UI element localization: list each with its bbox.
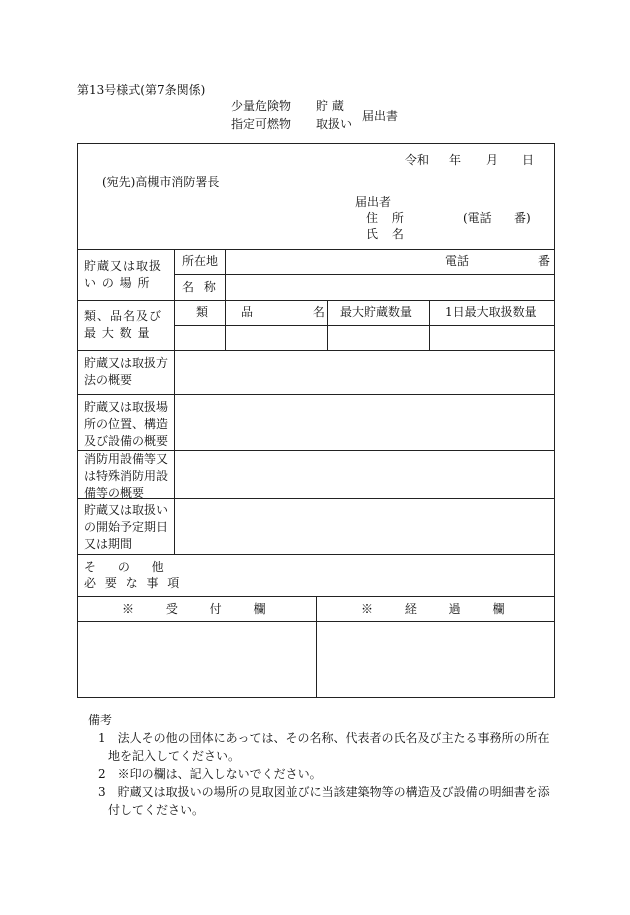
method-label: 貯蔵又は取扱方法の概要 bbox=[84, 356, 169, 387]
location-group-label: 貯蔵又は取扱い の 場 所 bbox=[84, 259, 163, 290]
column-max-storage: 最大貯蔵数量 bbox=[340, 305, 413, 319]
facility-label: 貯蔵又は取扱場所の位置、構造及び設備の概要 bbox=[84, 400, 169, 448]
location-name-label: 名 称 bbox=[182, 280, 216, 294]
title-storage: 貯 蔵 bbox=[316, 99, 344, 113]
title-handling: 取扱い bbox=[316, 117, 353, 131]
notes-heading: 備考 bbox=[88, 713, 113, 727]
date-day: 日 bbox=[522, 153, 535, 167]
divider bbox=[429, 300, 430, 350]
column-class: 類 bbox=[196, 305, 209, 319]
date-year: 年 bbox=[449, 153, 462, 167]
divider bbox=[225, 249, 226, 300]
note-1: 1 法人その他の団体にあっては、その名称、代表者の氏名及び主たる事務所の所在 bbox=[98, 731, 550, 745]
start-date-label: 貯蔵又は取扱いの開始予定期日又は期間 bbox=[84, 503, 169, 551]
divider bbox=[327, 300, 328, 350]
class-group-label: 類、品名及び 最 大 数 量 bbox=[84, 309, 163, 340]
notes-section bbox=[88, 711, 550, 819]
name-label: 氏 名 bbox=[366, 227, 404, 241]
addressee: (宛先)高槻市消防署長 bbox=[102, 175, 220, 189]
title-notice: 届出書 bbox=[362, 109, 399, 123]
note-3-continued: 付してください。 bbox=[108, 803, 205, 817]
divider bbox=[78, 554, 554, 555]
divider bbox=[78, 249, 554, 250]
date-month: 月 bbox=[486, 153, 499, 167]
note-2: 2 ※印の欄は、記入しないでください。 bbox=[98, 767, 322, 781]
title-designated-combustible: 指定可燃物 bbox=[231, 117, 292, 131]
form-table bbox=[77, 143, 555, 698]
progress-column-header: ※ 経 過 欄 bbox=[361, 602, 505, 616]
phone-label: (電話 bbox=[463, 211, 492, 225]
location-phone-suffix: 番 bbox=[538, 254, 551, 268]
location-phone-label: 電話 bbox=[445, 254, 470, 268]
divider bbox=[174, 325, 554, 326]
fire-equipment-label: 消防用設備等又は特殊消防用設備等の概要 bbox=[84, 452, 169, 500]
divider bbox=[78, 300, 554, 301]
date-era: 令和 bbox=[405, 153, 430, 167]
phone-suffix: 番) bbox=[514, 211, 531, 225]
divider bbox=[78, 350, 554, 351]
note-3: 3 貯蔵又は取扱いの場所の見取図並びに当該建築物等の構造及び設備の明細書を添 bbox=[98, 785, 550, 799]
column-daily-max: 1日最大取扱数量 bbox=[445, 305, 537, 319]
title-small-quantity: 少量危険物 bbox=[231, 99, 292, 113]
note-1-continued: 地を記入してください。 bbox=[108, 749, 241, 763]
divider bbox=[225, 300, 226, 350]
divider bbox=[174, 249, 175, 554]
column-item: 品 名 bbox=[241, 305, 325, 319]
reception-column-header: ※ 受 付 欄 bbox=[122, 602, 266, 616]
divider bbox=[316, 596, 317, 697]
other-label-1: そ の 他 bbox=[84, 560, 164, 574]
divider bbox=[174, 274, 554, 275]
form-number: 第13号様式(第7条関係) bbox=[77, 83, 206, 97]
applicant-label: 届出者 bbox=[355, 195, 392, 209]
divider bbox=[78, 394, 554, 395]
location-address-label: 所在地 bbox=[182, 254, 219, 268]
address-label: 住 所 bbox=[366, 211, 404, 225]
other-label-2: 必 要 な 事 項 bbox=[84, 576, 180, 590]
